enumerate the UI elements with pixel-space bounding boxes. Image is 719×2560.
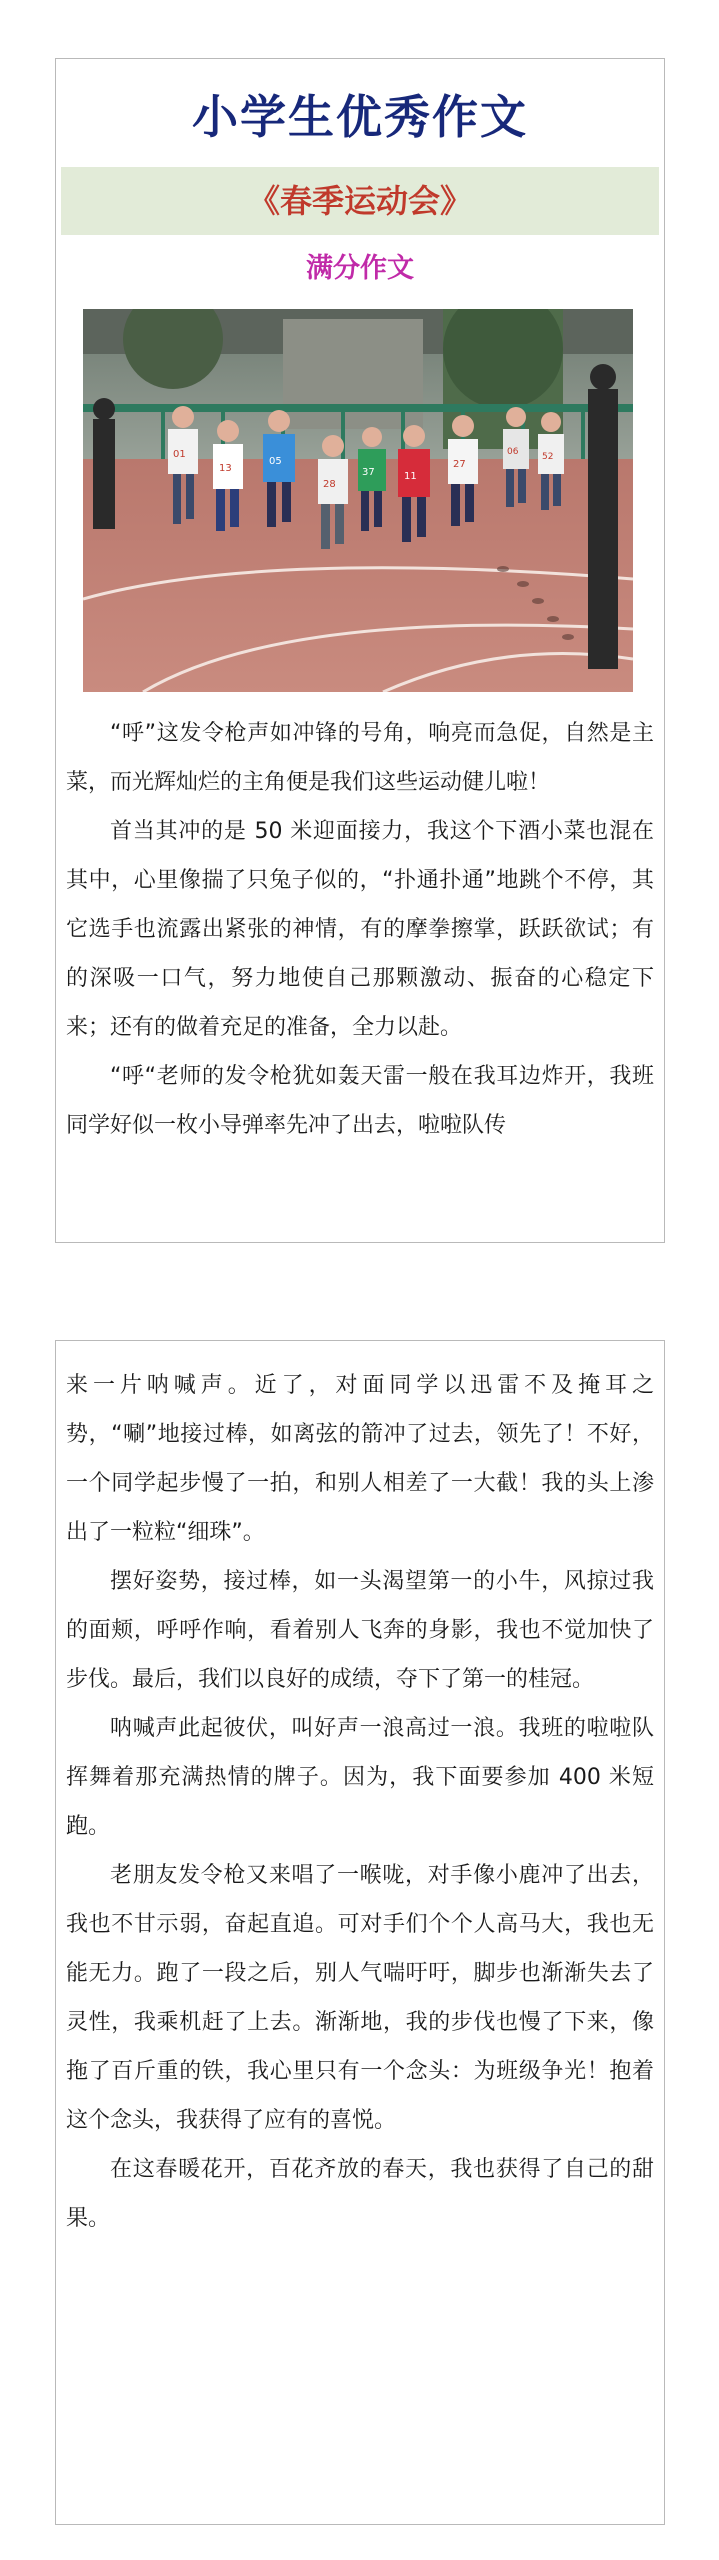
essay-text-part-1: [66, 709, 654, 1150]
essay-subtitle: 《春季运动会》: [247, 182, 472, 220]
paragraph-continuation: 来一片呐喊声。近了，对面同学以迅雷不及掩耳之势，“唰”地接过棒，如离弦的箭冲了过去，领先了！不好，一个同学起步慢了一拍，和别人相差了一大截！我的头上渗出了一粒粒“细珠”。: [66, 1373, 654, 1545]
bib-3: 05: [269, 456, 282, 467]
paragraph: 首当其冲的是 50 米迎面接力，我这个下酒小菜也混在其中，心里像揣了只兔子似的，“扑通扑通”地跳个不停，其它选手也流露出紧张的神情，有的摩拳擦掌，跃跃欲试；有的深吸一口气，努力地使自己那颗激动、振奋的心稳定下来；还有的做着充足的准备，全力以赴。: [66, 819, 654, 1040]
paragraph: 呐喊声此起彼伏，叫好声一浪高过一浪。我班的啦啦队挥舞着那充满热情的牌子。因为，我下面要参加 400 米短跑。: [66, 1716, 654, 1839]
paragraph: “呼”这发令枪声如冲锋的号角，响亮而急促，自然是主菜，而光辉灿烂的主角便是我们这些运动健儿啦！: [66, 721, 654, 795]
paragraph: 老朋友发令枪又来唱了一喉咙，对手像小鹿冲了出去，我也不甘示弱，奋起直追。可对手们个个人高马大，我也无能无力。跑了一段之后，别人气喘吁吁，脚步也渐渐失去了灵性，我乘机赶了上去。渐渐地，我的步伐也慢了下来，像拖了百斤重的铁，我心里只有一个念头：为班级争光！抱着这个念头，我获得了应有的喜悦。: [66, 1863, 654, 2133]
bib-5: 37: [362, 467, 375, 478]
bib-9: 52: [542, 452, 554, 462]
paragraph: “呼“老师的发令枪犹如轰天雷一般在我耳边炸开，我班同学好似一枚小导弹率先冲了出去，啦啦队传: [66, 1064, 654, 1138]
essay-text-part-2: [66, 1361, 654, 2243]
page-title: 小学生优秀作文: [192, 90, 528, 144]
bib-4: 28: [323, 479, 336, 490]
race-illustration: [83, 309, 633, 692]
running-race-photo: [83, 309, 633, 692]
bib-2: 13: [219, 463, 232, 474]
full-score-label: 满分作文: [306, 253, 414, 284]
bib-1: 01: [173, 449, 186, 460]
paragraph: 在这春暖花开，百花齐放的春天，我也获得了自己的甜果。: [66, 2157, 654, 2231]
paragraph: 摆好姿势，接过棒，如一头渴望第一的小牛，风掠过我的面颊，呼呼作响，看着别人飞奔的身影，我也不觉加快了步伐。最后，我们以良好的成绩，夺下了第一的桂冠。: [66, 1569, 654, 1692]
subtitle-band: [61, 167, 659, 235]
bib-7: 27: [453, 459, 466, 470]
page-two: [55, 1340, 665, 2525]
page-one: [55, 58, 665, 1243]
bib-6: 11: [404, 471, 417, 482]
bib-8: 06: [507, 447, 519, 457]
